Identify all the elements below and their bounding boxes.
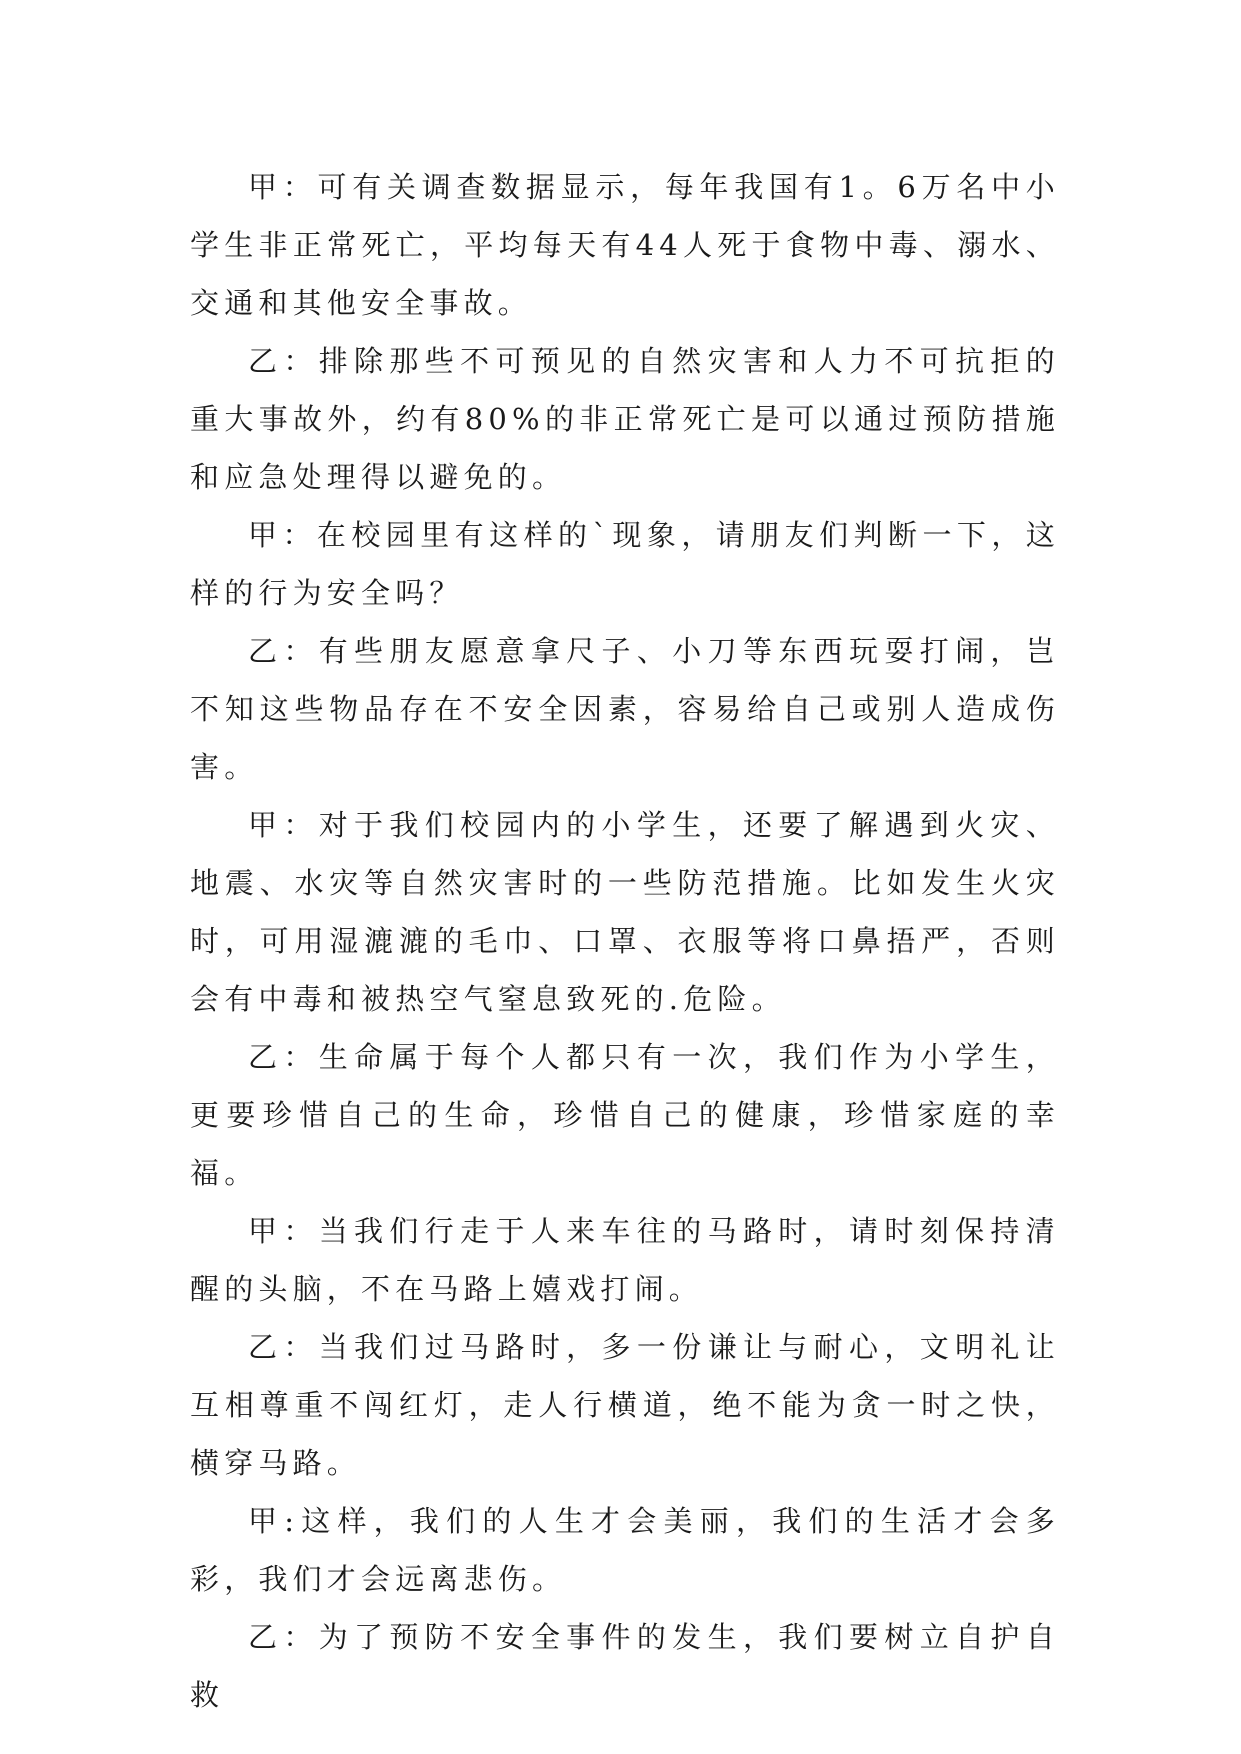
dialogue-paragraph-7: 甲：当我们行走于人来车往的马路时，请时刻保持清醒的头脑，不在马路上嬉戏打闹。	[190, 1214, 1060, 1306]
dialogue-paragraph-8: 乙：当我们过马路时，多一份谦让与耐心，文明礼让互相尊重不闯红灯，走人行横道，绝不能为贪一时之快，横穿马路。	[190, 1330, 1060, 1480]
dialogue-paragraph-9: 甲:这样，我们的人生才会美丽，我们的生活才会多彩，我们才会远离悲伤。	[190, 1504, 1060, 1596]
dialogue-paragraph-5: 甲：对于我们校园内的小学生，还要了解遇到火灾、地震、水灾等自然灾害时的一些防范措施。比如发生火灾时，可用湿漉漉的毛巾、口罩、衣服等将口鼻捂严，否则会有中毒和被热空气窒息致死的.危险。	[190, 808, 1060, 1016]
dialogue-paragraph-6: 乙：生命属于每个人都只有一次，我们作为小学生，更要珍惜自己的生命，珍惜自己的健康，珍惜家庭的幸福。	[190, 1040, 1060, 1190]
dialogue-paragraph-10: 乙：为了预防不安全事件的发生，我们要树立自护自救	[190, 1620, 1060, 1712]
document-body	[190, 158, 1060, 1724]
dialogue-paragraph-2: 乙：排除那些不可预见的自然灾害和人力不可抗拒的重大事故外，约有80%的非正常死亡是可以通过预防措施和应急处理得以避免的。	[190, 344, 1060, 494]
dialogue-paragraph-4: 乙：有些朋友愿意拿尺子、小刀等东西玩耍打闹，岂不知这些物品存在不安全因素，容易给自己或别人造成伤害。	[190, 634, 1060, 784]
dialogue-paragraph-3: 甲：在校园里有这样的`现象，请朋友们判断一下，这样的行为安全吗？	[190, 518, 1060, 610]
dialogue-paragraph-1: 甲：可有关调查数据显示，每年我国有1。6万名中小学生非正常死亡，平均每天有44人死于食物中毒、溺水、交通和其他安全事故。	[190, 170, 1060, 320]
